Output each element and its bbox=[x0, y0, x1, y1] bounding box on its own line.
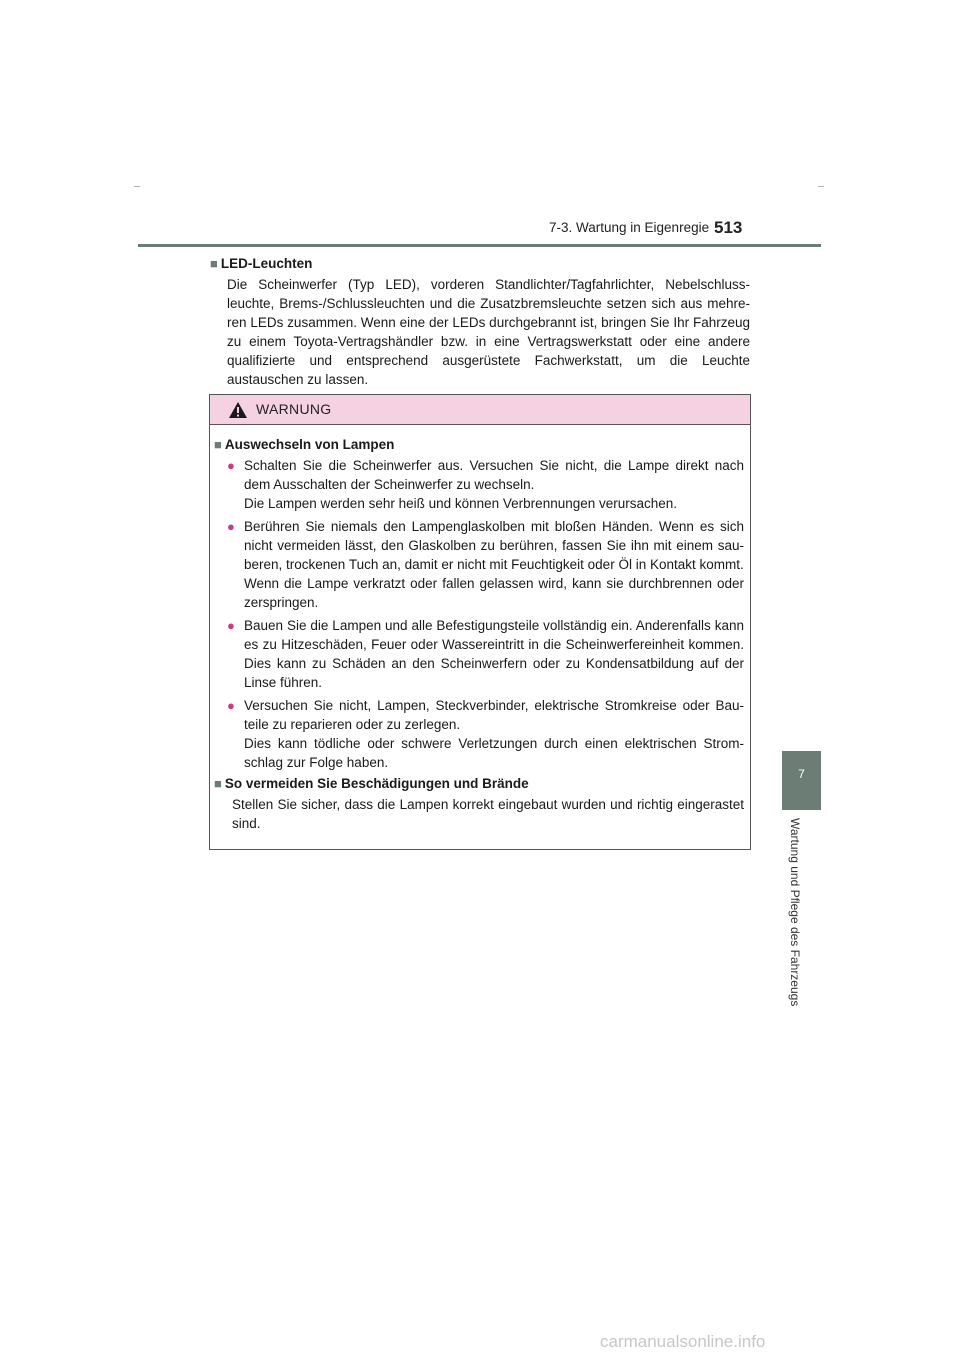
chapter-number: 7 bbox=[798, 767, 805, 781]
warning-heading-2: So vermeiden Sie Beschädigungen und Brände bbox=[224, 776, 529, 791]
warning-title: WARNUNG bbox=[256, 401, 332, 417]
bullet-text: Die Lampen werden sehr heiß und können Verbrennungen verursachen. bbox=[244, 496, 678, 511]
led-heading-row bbox=[210, 254, 750, 273]
round-bullet-icon: ● bbox=[227, 458, 235, 473]
warning-heading-row bbox=[214, 435, 744, 454]
warning-header bbox=[210, 395, 750, 425]
watermark: carmanualsonline.info bbox=[600, 1332, 766, 1351]
led-section bbox=[210, 254, 750, 389]
crop-mark-right bbox=[818, 186, 824, 187]
round-bullet-icon: ● bbox=[227, 519, 235, 534]
warning-body bbox=[210, 425, 750, 833]
square-bullet-icon: ■ bbox=[210, 256, 218, 271]
round-bullet-icon: ● bbox=[227, 618, 235, 633]
warning-paragraph: Stellen Sie sicher, dass die Lampen korrekt eingebaut wurden und richtig eingerastet sind. bbox=[232, 797, 744, 831]
warning-bullet bbox=[227, 517, 744, 612]
header-rule bbox=[138, 244, 821, 247]
chapter-tab bbox=[782, 751, 821, 810]
warning-bullet bbox=[227, 696, 744, 772]
bullet-text: Bauen Sie die Lampen und alle Befestigungsteile vollständig ein. Anderenfalls kann es zu Hitzeschäden, Feuer oder Wassereintritt in die Scheinwerfereinheit kommen. Dies kann zu Schäden an den Scheinwerfern oder zu Kondensatbildung auf der Linse führen. bbox=[244, 618, 744, 690]
led-heading: LED-Leuchten bbox=[220, 256, 313, 271]
warning-heading-row bbox=[214, 774, 744, 793]
bullet-text: Schalten Sie die Scheinwerfer aus. Versuchen Sie nicht, die Lampe direkt nach dem Ausschalten der Scheinwerfer zu wechseln. bbox=[244, 458, 744, 492]
warning-triangle-icon bbox=[228, 401, 248, 419]
warning-bullet bbox=[227, 456, 744, 513]
bullet-text: Versuchen Sie nicht, Lampen, Steckverbinder, elektrische Stromkreise oder Bau-teile zu reparieren oder zu zerlegen. bbox=[244, 698, 744, 732]
warning-heading-1: Auswechseln von Lampen bbox=[224, 437, 395, 452]
led-body: Die Scheinwerfer (Typ LED), vorderen Standlichter/Tagfahrlichter, Nebelschluss-leuchte, Brems-/Schlussleuchten und die Zusatzbremsleuchte setzen sich aus mehre-ren LEDs zusammen. Wenn eine der LEDs durchgebrannt ist, bringen Sie Ihr Fahrzeug zu einem Toyota-Vertragshändler bzw. in eine Vertragswerkstatt oder eine andere qualifizierte und entsprechend ausgerüstete Fachwerkstatt, um die Leuchte austauschen zu lassen. bbox=[227, 277, 750, 387]
square-bullet-icon: ■ bbox=[214, 776, 222, 791]
warning-box bbox=[209, 394, 751, 850]
chapter-title-vertical: Wartung und Pflege des Fahrzeugs bbox=[788, 818, 802, 1007]
page-number: 513 bbox=[714, 218, 743, 237]
round-bullet-icon: ● bbox=[227, 698, 235, 713]
square-bullet-icon: ■ bbox=[214, 437, 222, 452]
bullet-text: Berühren Sie niemals den Lampenglaskolben mit bloßen Händen. Wenn es sich nicht vermeiden lässt, den Glaskolben zu berühren, fassen Sie ihn mit einem sau-beren, trockenen Tuch an, damit er nicht mit Feuchtigkeit oder Öl in Kontakt kommt. bbox=[244, 519, 744, 572]
bullet-text: Dies kann tödliche oder schwere Verletzungen durch einen elektrischen Strom-schlag zur Folge haben. bbox=[244, 736, 744, 770]
header-section-title: 7-3. Wartung in Eigenregie bbox=[549, 220, 710, 235]
warning-bullet bbox=[227, 616, 744, 692]
bullet-text: Wenn die Lampe verkratzt oder fallen gelassen wird, kann sie durchbrennen oder zerspringen. bbox=[244, 576, 744, 610]
crop-mark-left bbox=[134, 186, 140, 187]
